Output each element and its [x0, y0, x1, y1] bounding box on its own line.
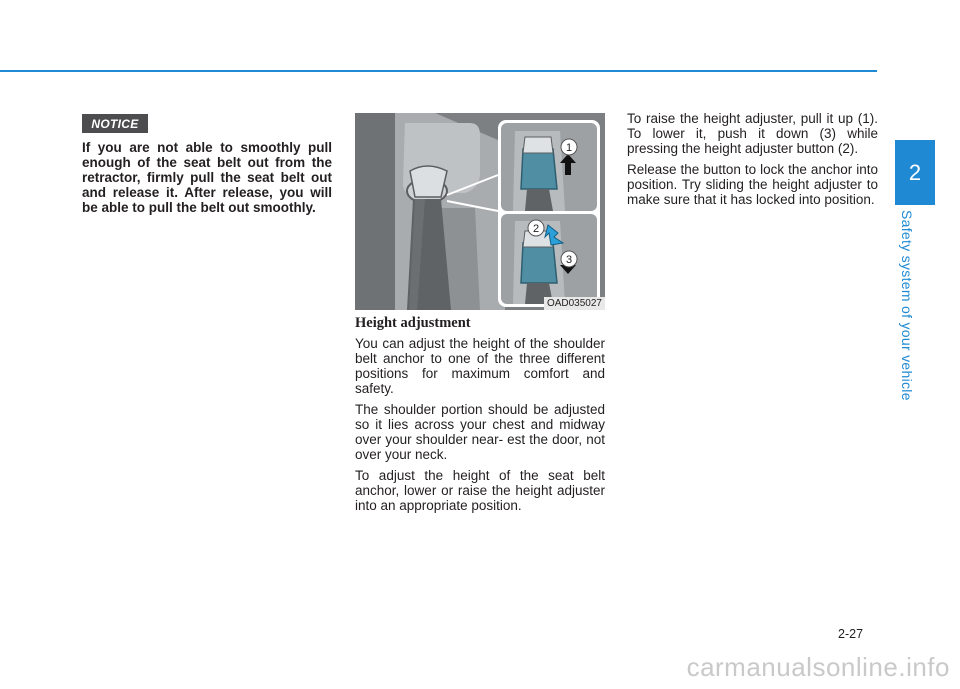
- top-rule: [0, 70, 877, 72]
- paragraph: Release the button to lock the anchor into position. Try sliding the height adjuster to make sure that it has locked into position.: [627, 162, 878, 207]
- watermark: carmanualsonline.info: [686, 652, 950, 682]
- callout-2: 2: [532, 223, 540, 235]
- seat-belt-height-adjuster-illustration: [355, 113, 605, 310]
- right-column: [627, 111, 878, 213]
- page-number: 2-27: [838, 627, 864, 641]
- paragraph: To raise the height adjuster, pull it up (1). To lower it, push it down (3) while pressing the height adjuster button (2).: [627, 111, 878, 156]
- paragraph: The shoulder portion should be adjusted so it lies across your chest and midway over your shoulder near- est the door, not over your neck.: [355, 402, 605, 462]
- chapter-number: 2: [895, 140, 935, 205]
- callout-3: 3: [565, 254, 573, 266]
- figure-code: OAD035027: [544, 297, 605, 310]
- section-heading: Height adjustment: [355, 315, 471, 331]
- paragraph: You can adjust the height of the shoulder belt anchor to one of the three different positions for maximum comfort and safety.: [355, 336, 605, 396]
- paragraph: To adjust the height of the seat belt anchor, lower or raise the height adjuster into an appropriate position.: [355, 468, 605, 513]
- middle-column: [355, 336, 605, 519]
- callout-1: 1: [565, 142, 573, 154]
- notice-text: If you are not able to smoothly pull enough of the seat belt out from the retractor, firmly pull the seat belt out and release it. After release, you will be able to pull the belt out smoothly.: [82, 140, 332, 215]
- notice-badge: NOTICE: [82, 114, 148, 133]
- illustration-drawing: [355, 113, 605, 310]
- chapter-tab: [895, 140, 960, 560]
- chapter-title: Safety system of your vehicle: [899, 210, 915, 401]
